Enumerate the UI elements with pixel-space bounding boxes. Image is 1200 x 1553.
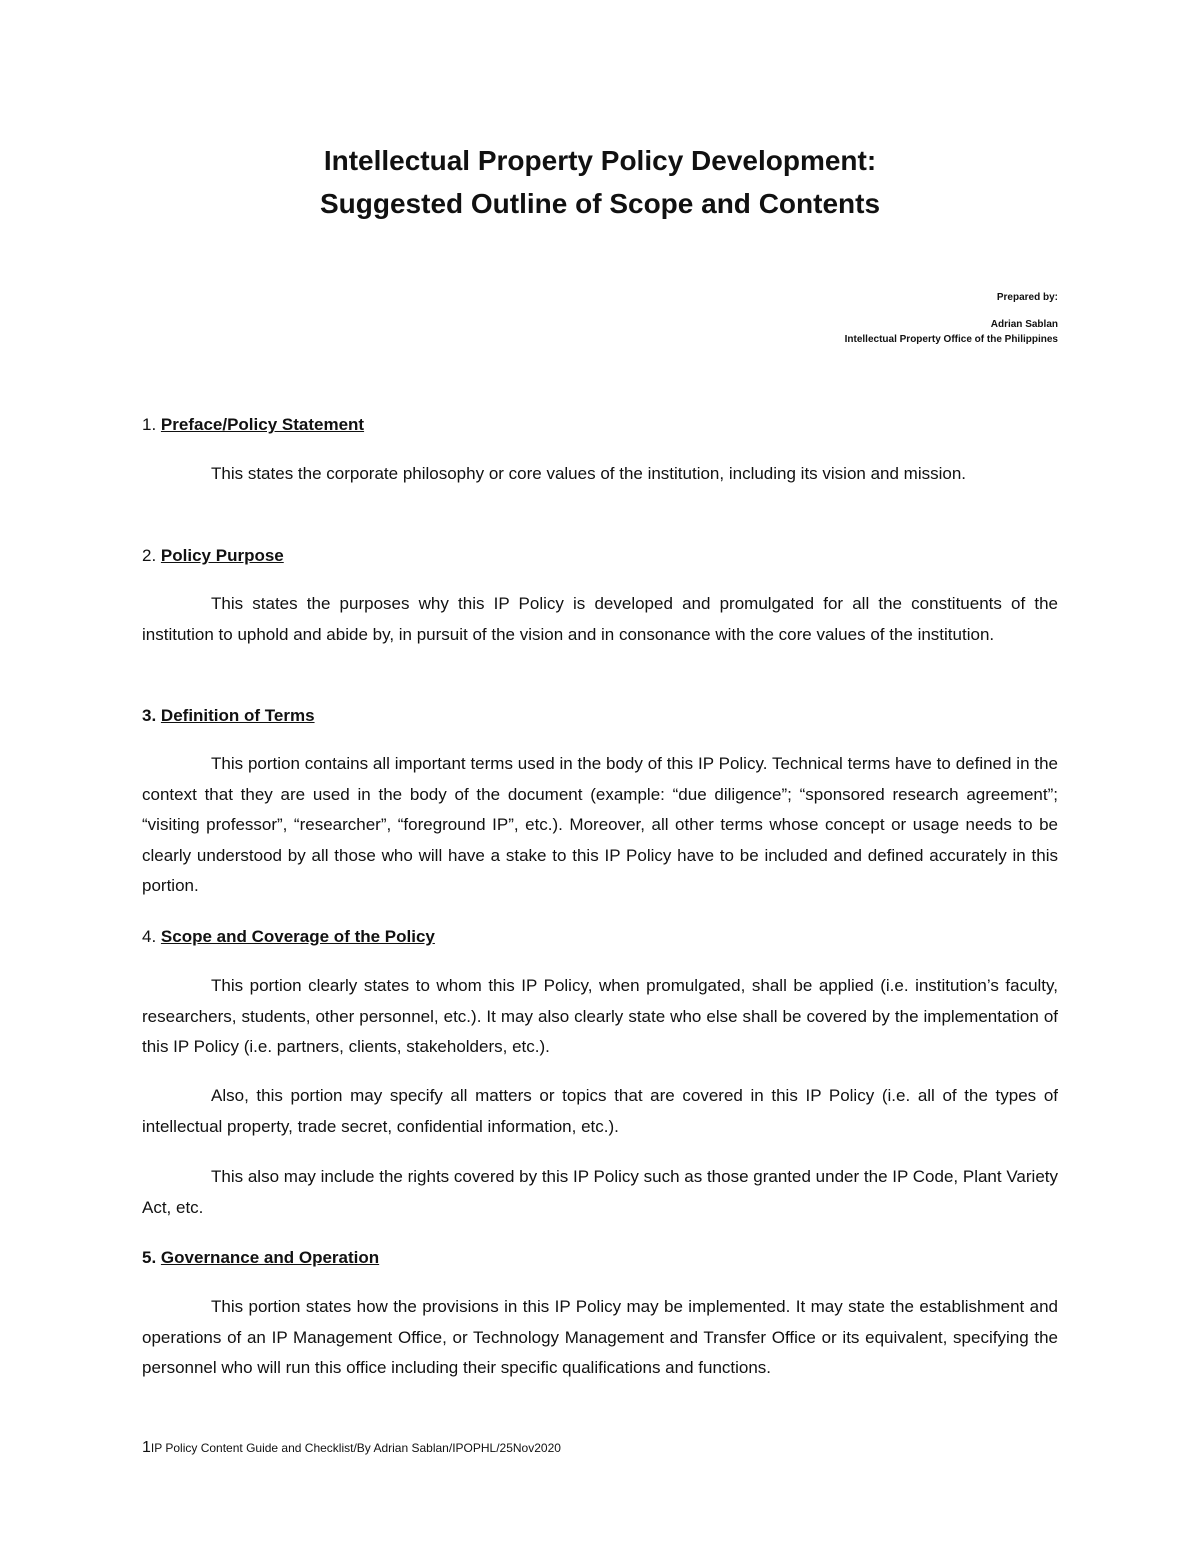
section-heading-5 bbox=[142, 1248, 379, 1268]
section-title: Definition of Terms bbox=[160, 706, 315, 725]
document-title-line-1: Intellectual Property Policy Development: bbox=[323, 145, 877, 176]
section-number: 5. bbox=[142, 1248, 157, 1267]
section-4-paragraph-1: This portion clearly states to whom this IP Policy, when promulgated, shall be applied (i.e. institution’s faculty, researchers, students, other personnel, etc.). It may also clearly state who else shall be covered by the implementation of this IP Policy (i.e. partners, clients, stakeholders, etc.). bbox=[142, 976, 1058, 1056]
section-title: Governance and Operation bbox=[160, 1248, 380, 1267]
section-title: Policy Purpose bbox=[160, 546, 284, 565]
section-heading-4 bbox=[142, 927, 435, 947]
section-4-paragraph-3: This also may include the rights covered by this IP Policy such as those granted under the IP Code, Plant Variety Act, etc. bbox=[142, 1167, 1058, 1217]
footer-text: IP Policy Content Guide and Checklist/By Adrian Sablan/IPOPHL/25Nov2020 bbox=[150, 1441, 561, 1455]
section-heading-2 bbox=[142, 546, 284, 566]
section-5-paragraph-1: This portion states how the provisions in this IP Policy may be implemented. It may state the establishment and operations of an IP Management Office, or Technology Management and Transfer Office or its equivalent, specifying the personnel who will run this office including their specific qualifications and functions. bbox=[142, 1297, 1058, 1377]
section-number: 1. bbox=[142, 415, 157, 434]
section-1-paragraph-1: This states the corporate philosophy or core values of the institution, including its vision and mission. bbox=[211, 464, 967, 483]
author-organization: Intellectual Property Office of the Philippines bbox=[844, 334, 1058, 345]
page-number: 1 bbox=[142, 1439, 151, 1456]
section-heading-1 bbox=[142, 415, 364, 435]
section-number: 3. bbox=[142, 706, 157, 725]
document-title-line-2: Suggested Outline of Scope and Contents bbox=[319, 188, 881, 219]
section-number: 2. bbox=[142, 546, 157, 565]
prepared-by-label: Prepared by: bbox=[996, 292, 1058, 303]
page-footer bbox=[142, 1438, 561, 1458]
section-3-paragraph-1: This portion contains all important terms used in the body of this IP Policy. Technical terms have to defined in the context that they are used in the body of the document (example: “due diligence”; “sponsored research agreement”; “visiting professor”, “researcher”, “foreground IP”, etc.). Moreover, all other terms whose concept or usage needs to be clearly understood by all those who will have a stake to this IP Policy have to be included and defined accurately in this portion. bbox=[142, 754, 1058, 895]
section-2-paragraph-1: This states the purposes why this IP Policy is developed and promulgated for all the constituents of the institution to uphold and abide by, in pursuit of the vision and in consonance with the core values of the institution. bbox=[142, 594, 1058, 644]
section-heading-3 bbox=[142, 706, 315, 726]
section-title: Preface/Policy Statement bbox=[160, 415, 365, 434]
author-name: Adrian Sablan bbox=[990, 319, 1058, 330]
section-number: 4. bbox=[142, 927, 157, 946]
section-4-paragraph-2: Also, this portion may specify all matters or topics that are covered in this IP Policy (i.e. all of the types of intellectual property, trade secret, confidential information, etc.). bbox=[142, 1086, 1058, 1136]
section-title: Scope and Coverage of the Policy bbox=[160, 927, 435, 946]
